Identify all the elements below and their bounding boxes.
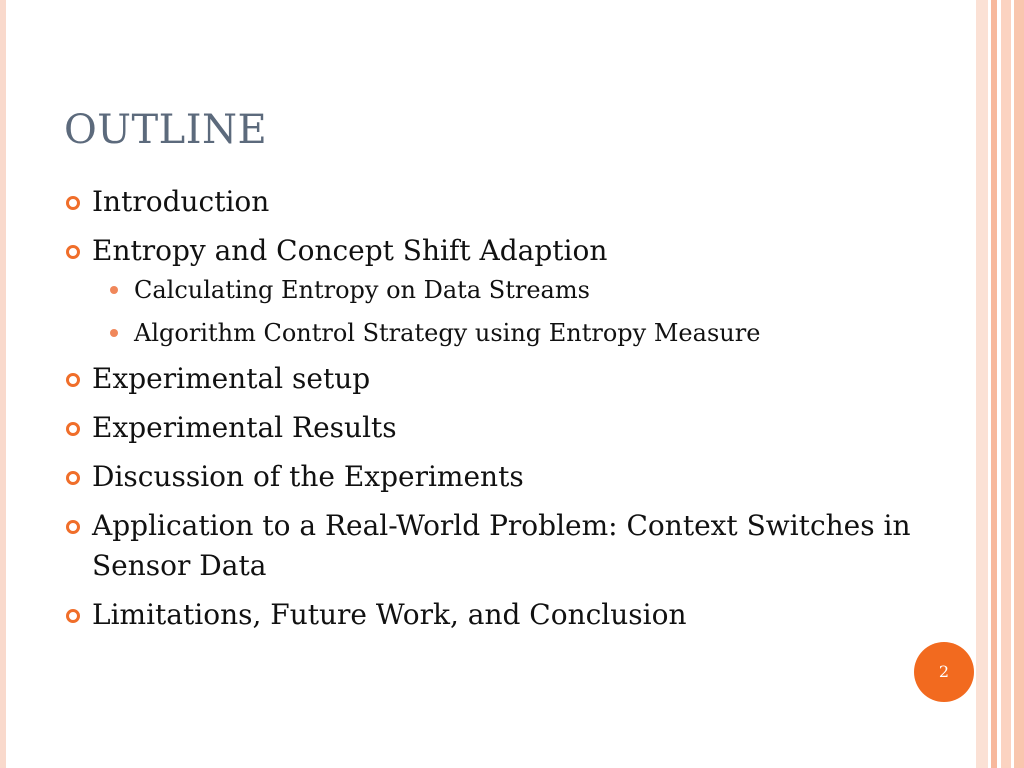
left-border-stripe	[0, 0, 6, 768]
outline-item-entropy	[64, 231, 914, 350]
outline-subitem-label: Calculating Entropy on Data Streams	[134, 276, 590, 304]
outline-item-discussion	[64, 457, 914, 497]
outline-item-label: Application to a Real-World Problem: Context Switches in Sensor Data	[92, 509, 911, 582]
ring-bullet-icon	[66, 422, 80, 436]
outline-subitem-control-strategy	[92, 316, 914, 350]
outline-sublist	[92, 273, 914, 350]
page-number-badge: 2	[914, 642, 974, 702]
ring-bullet-icon	[66, 196, 80, 210]
outline-item-label: Limitations, Future Work, and Conclusion	[92, 598, 687, 631]
outline-item-limitations	[64, 595, 914, 635]
outline-item-experimental-setup	[64, 359, 914, 399]
outline-item-label: Experimental setup	[92, 362, 371, 395]
ring-bullet-icon	[66, 373, 80, 387]
border-stripe-3	[1001, 0, 1011, 768]
border-stripe-4	[1014, 0, 1024, 768]
dot-bullet-icon	[110, 329, 118, 337]
outline-item-experimental-results	[64, 408, 914, 448]
outline-item-introduction	[64, 182, 914, 222]
outline-subitem-calculating-entropy	[92, 273, 914, 307]
ring-bullet-icon	[66, 609, 80, 623]
ring-bullet-icon	[66, 245, 80, 259]
outline-item-label: Discussion of the Experiments	[92, 460, 524, 493]
outline-list	[64, 182, 914, 644]
border-stripe-1	[976, 0, 988, 768]
right-border-stripes	[976, 0, 1024, 768]
outline-item-label: Experimental Results	[92, 411, 397, 444]
outline-item-application	[64, 506, 914, 586]
dot-bullet-icon	[110, 286, 118, 294]
outline-item-label: Entropy and Concept Shift Adaption	[92, 234, 608, 267]
ring-bullet-icon	[66, 520, 80, 534]
slide-title: OUTLINE	[64, 107, 268, 153]
outline-item-label: Introduction	[92, 185, 270, 218]
outline-subitem-label: Algorithm Control Strategy using Entropy Measure	[134, 319, 761, 347]
ring-bullet-icon	[66, 471, 80, 485]
